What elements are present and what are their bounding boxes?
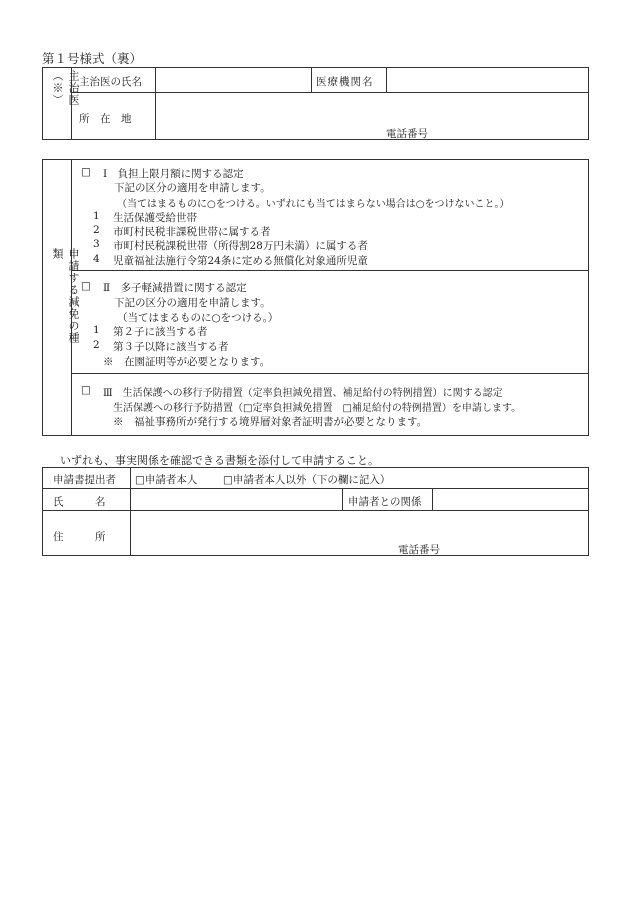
form-title: 第１号様式（裏） [42, 51, 143, 66]
section2-item-num: 2 [93, 339, 100, 351]
section2-line2: （当てはまるものに○をつける。） [117, 312, 279, 324]
applicant-name-field[interactable] [131, 489, 341, 509]
section3-note: ※ 福祉事務所が発行する境界層対象者証明書が必要となります。 [113, 416, 428, 428]
section3-heading: Ⅲ 生活保護への移行予防措置（定率負担減免措置、補足給付の特例措置）に関する認定 [103, 388, 503, 399]
relation-label: 申請者との関係 [348, 496, 422, 508]
relation-field[interactable] [433, 489, 587, 509]
section1-heading: Ⅰ 負担上限月額に関する認定 [103, 168, 244, 180]
section2-note: ※ 在園証明等が必要となります。 [103, 356, 271, 368]
applicant-address-label: 住 所 [53, 531, 106, 543]
applicant-table [42, 467, 589, 556]
section1-item-text: 市町村民税非課税世帯に属する者 [113, 226, 271, 238]
section2-item-text: 第３子以降に該当する者 [113, 341, 229, 353]
section2-item-num: 1 [93, 324, 100, 336]
reduction-table [42, 159, 589, 436]
section2-item-text: 第２子に該当する者 [113, 326, 208, 338]
section1-item-num: 1 [93, 210, 100, 222]
physician-address-field[interactable] [156, 94, 587, 138]
physician-address-label: 所 在 地 [79, 113, 132, 125]
section2-heading: Ⅱ 多子軽減措置に関する認定 [103, 282, 247, 294]
physician-table [42, 67, 589, 140]
physician-phone-label: 電話番号 [386, 128, 428, 140]
section1-line2: （当てはまるものに○をつける。いずれにも当てはまらない場合は○をつけないこと。） [117, 199, 510, 210]
section1-item-num: 3 [93, 238, 100, 250]
physician-side-label: 主治医（※） [51, 70, 80, 106]
section3-checkbox[interactable]: □ [81, 384, 91, 396]
physician-name-field[interactable] [156, 69, 310, 91]
applicant-phone-label: 電話番号 [398, 544, 440, 556]
applicant-address-field[interactable] [131, 512, 587, 554]
institution-field[interactable] [387, 69, 587, 91]
section1-item-num: 4 [93, 253, 100, 265]
section1-item-text: 生活保護受給世帯 [113, 212, 197, 224]
instruction-text: いずれも、事実関係を確認できる書類を添付して申請すること。 [60, 454, 379, 467]
institution-label: 医療機関名 [316, 76, 374, 88]
section1-item-num: 2 [93, 224, 100, 236]
section1-item-text: 児童福祉法施行令第24条に定める無償化対象通所児童 [113, 255, 368, 267]
reduction-side-label: 申請する減免の種類 [51, 248, 80, 344]
option-other-checkbox[interactable]: □申請者本人以外（下の欄に記入） [223, 474, 391, 486]
section1-checkbox[interactable]: □ [81, 166, 91, 178]
physician-name-label: 主治医の氏名 [79, 76, 142, 88]
section2-checkbox[interactable]: □ [81, 280, 91, 292]
section1-line1: 下記の区分の適用を申請します。 [114, 182, 271, 194]
section3-line1: 生活保護への移行予防措置（□定率負担減免措置 □補足給付の特例措置）を申請します。 [113, 403, 522, 414]
applicant-name-label: 氏 名 [53, 496, 106, 508]
submitter-label: 申請書提出者 [53, 474, 116, 486]
section2-line1: 下記の区分の適用を申請します。 [114, 297, 271, 309]
section1-item-text: 市町村民税課税世帯（所得割28万円未満）に属する者 [113, 240, 368, 252]
option-self-checkbox[interactable]: □申請者本人 [135, 474, 198, 486]
